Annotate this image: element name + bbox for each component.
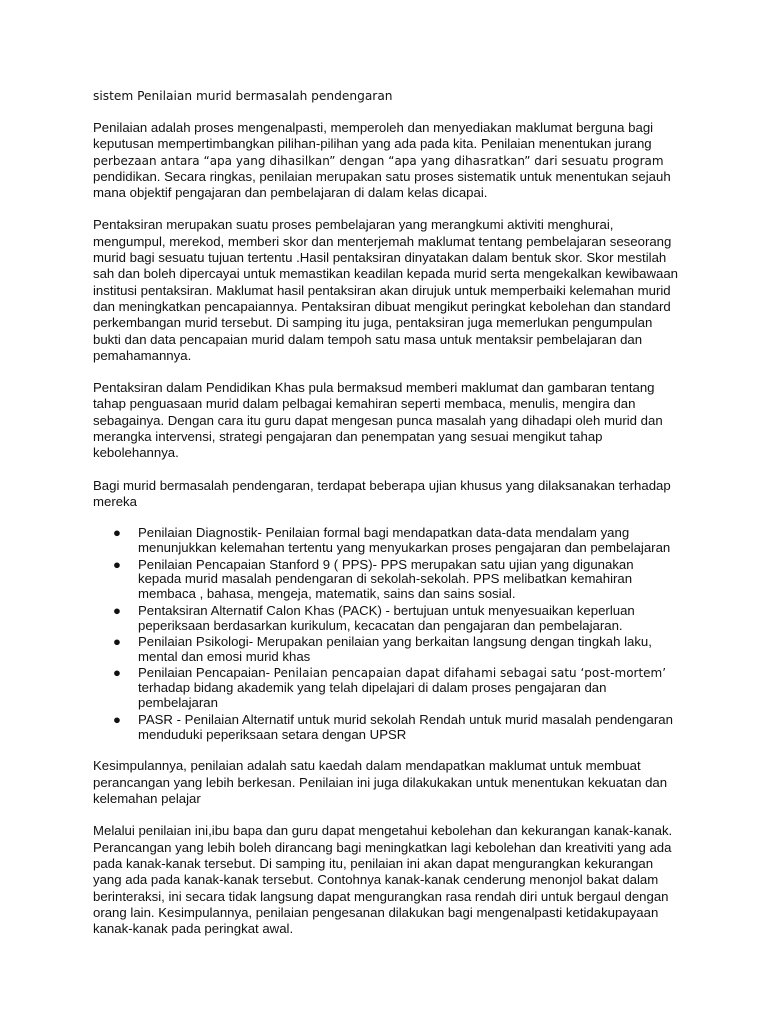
list-item — [113, 634, 678, 665]
paragraph-penilaian-text-c: pendidikan. Secara ringkas, penilaian merupakan satu proses sistematik untuk menentukan sejauh mana objektif pengajaran dan pembelajaran di dalam kelas dicapai. — [93, 168, 671, 201]
bullet-icon: ● — [113, 634, 121, 650]
bullet-icon: ● — [113, 602, 121, 618]
list-item — [113, 665, 678, 711]
paragraph-melalui-penilaian: Melalui penilaian ini,ibu bapa dan guru dapat mengetahui kebolehan dan kekurangan kanak-kanak. Perancangan yang lebih boleh dirancang bagi meningkatkan lagi kebolehan dan kreativiti yang ada pada kanak-kanak tersebut. Di samping itu, penilaian ini akan dapat mengurangkan kekurangan yang ada pada kanak-kanak tersebut. Contohnya kanak-kanak cenderung menonjol bakat dalam berinteraksi, ini secara tidak langsung dapat mengurangkan rasa rendah diri untuk bergaul dengan orang lain. Kesimpulannya, penilaian pengesanan dilakukan bagi mengenalpasti ketidakupayaan kanak-kanak pada peringkat awal. — [93, 823, 673, 937]
list-item-text-a: Penilaian Pencapaian- — [138, 665, 274, 681]
list-item — [113, 602, 678, 634]
document-title: sistem Penilaian murid bermasalah pendengaran — [93, 89, 393, 103]
list-item — [113, 556, 678, 603]
paragraph-pentaksiran: Pentaksiran merupakan suatu proses pembelajaran yang merangkumi aktiviti menghurai, mengumpul, merekod, memberi skor dan menterjemah maklumat tentang pembelajaran seseorang murid bagi sesuatu tujuan tertentu .Hasil pentaksiran dinyatakan dalam bentuk skor. Skor mestilah sah dan boleh dipercayai untuk memastikan keadilan kepada murid serta mengekalkan kewibawaan institusi pentaksiran. Maklumat hasil pentaksiran akan dirujuk untuk memperbaiki kelemahan murid dan meningkatkan pencapaiannya. Pentaksiran dibuat mengikut peringkat kebolehan dan standard perkembangan murid tersebut. Di samping itu juga, pentaksiran juga memerlukan pengumpulan bukti dan data pencapaian murid dalam tempoh satu masa untuk mentaksir pembelajaran dan pemahamannya. — [93, 217, 678, 363]
list-item-text: Penilaian Diagnostik- Penilaian formal bagi mendapatkan data-data mendalam yang menunjukkan kelemahan tertentu yang menyukarkan proses pengajaran dan pembelajaran — [138, 525, 671, 556]
list-item — [113, 711, 678, 743]
paragraph-penilaian-text-b: perbezaan antara “apa yang dihasilkan” dengan “apa yang dihasratkan” dari sesuatu program — [93, 153, 664, 168]
list-item-text-c: terhadap bidang akademik yang telah dipelajari di dalam proses pengajaran dan pembelajaran — [138, 680, 607, 711]
paragraph-kesimpulan: Kesimpulannya, penilaian adalah satu kaedah dalam mendapatkan maklumat untuk membuat perancangan yang lebih berkesan. Penilaian ini juga dilakukakan untuk menentukan kekuatan dan kelemahan pelajar — [93, 758, 668, 807]
list-item-text: Pentaksiran Alternatif Calon Khas (PACK) - bertujuan untuk menyesuaikan keperluan peperiksaan berdasarkan kurikulum, kecacatan dan pengajaran dan pembelajaran. — [138, 602, 635, 633]
bullet-icon: ● — [113, 665, 121, 681]
list-item-text: Penilaian Pencapaian Stanford 9 ( PPS)- PPS merupakan satu ujian yang digunakan kepada murid masalah pendengaran di sekolah-sekolah. PPS melibatkan kemahiran membaca , bahasa, mengeja, matematik, sains dan sains sosial. — [138, 556, 634, 602]
list-item-text: PASR - Penilaian Alternatif untuk murid sekolah Rendah untuk murid masalah pendengaran menduduki peperiksaan setara dengan UPSR — [138, 711, 673, 742]
assessment-list — [93, 526, 678, 742]
bullet-icon: ● — [113, 525, 121, 541]
list-item-text-b: Penilaian pencapaian dapat difahami sebagai satu ‘post-mortem’ — [273, 666, 667, 681]
list-item-text: Penilaian Psikologi- Merupakan penilaian yang berkaitan langsung dengan tingkah laku, mental dan emosi murid khas — [138, 634, 652, 664]
paragraph-pendidikan-khas: Pentaksiran dalam Pendidikan Khas pula bermaksud memberi maklumat dan gambaran tentang tahap penguasaan murid dalam pelbagai kemahiran seperti membaca, menulis, mengira dan sebagainya. Dengan cara itu guru dapat mengesan punca masalah yang dihadapi oleh murid dan merangka intervensi, strategi pengajaran dan penempatan yang sesuai mengikut tahap kebolehannya. — [93, 380, 663, 461]
paragraph-ujian-intro: Bagi murid bermasalah pendengaran, terdapat beberapa ujian khusus yang dilaksanakan terhadap mereka — [93, 477, 671, 509]
bullet-icon: ● — [113, 711, 121, 727]
paragraph-penilaian-text-a: Penilaian adalah proses mengenalpasti, memperoleh dan menyediakan maklumat berguna bagi keputusan mempertimbangkan pilihan-pilihan yang ada pada kita. Penilaian menentukan jurang — [93, 120, 654, 152]
list-item — [113, 525, 678, 556]
paragraph-penilaian — [93, 120, 678, 201]
bullet-icon: ● — [113, 556, 121, 572]
